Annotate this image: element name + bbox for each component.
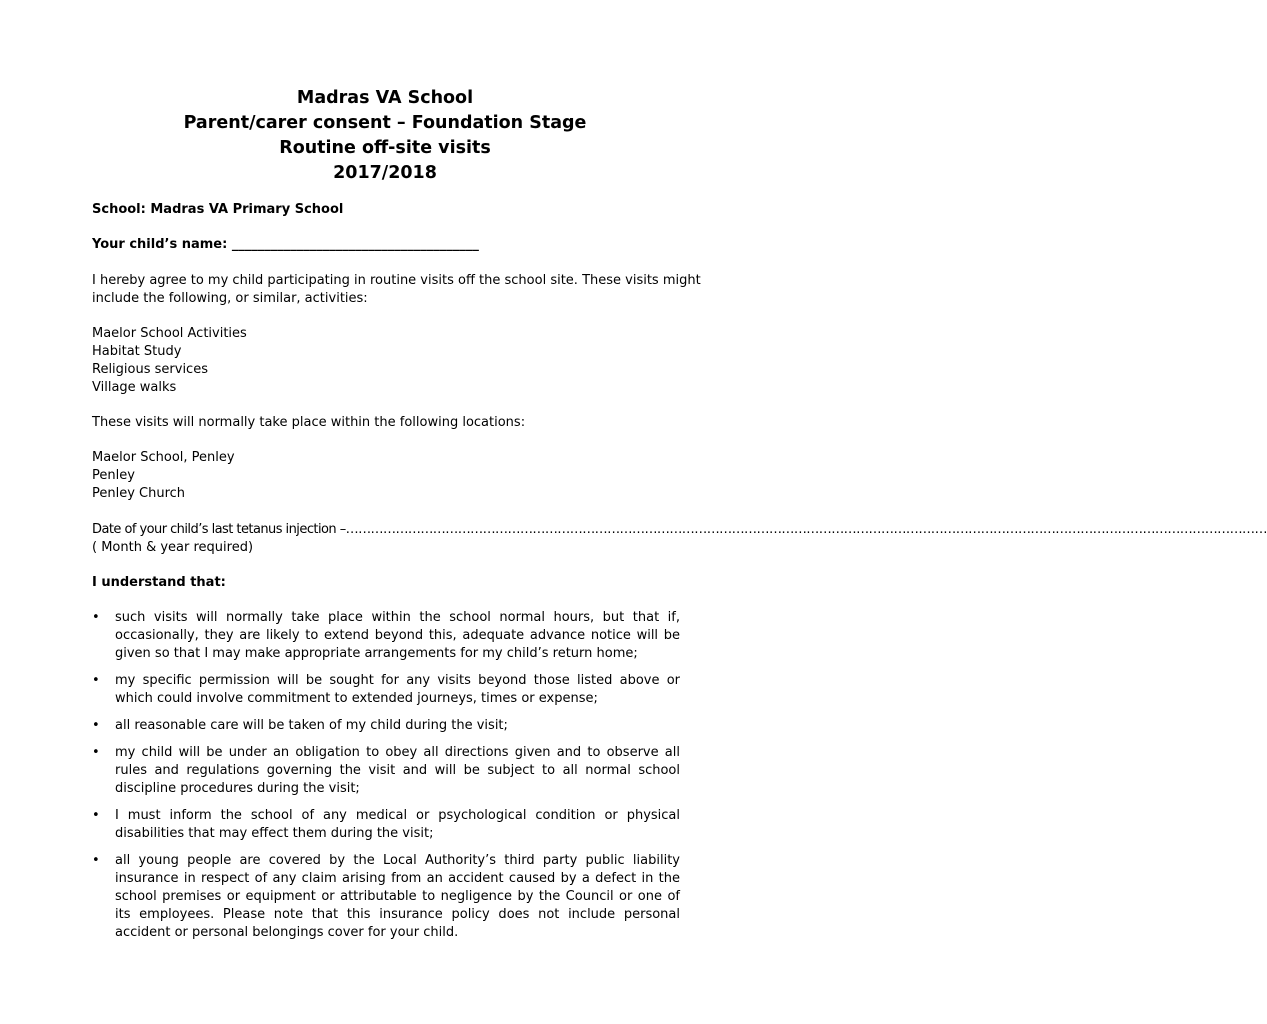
list-item	[92, 852, 680, 942]
activity-item: Habitat Study	[92, 344, 182, 359]
bullet-text: all young people are covered by the Local Authority’s third party public liability insurance in respect of any claim arising from an accident caused by a defect in the school premises or equipment or attributable to negligence by the Council or one of its employees. Please note that this insurance policy does not include personal accident or personal belongings cover for your child.	[115, 853, 680, 940]
location-item: Maelor School, Penley	[92, 450, 235, 465]
list-item	[92, 744, 680, 798]
bullet-icon: •	[92, 673, 100, 688]
bullet-text: my child will be under an obligation to obey all directions given and to observe all rules and regulations governing the visit and will be subject to all normal school discipline procedures during the visit;	[115, 745, 680, 796]
list-item	[92, 807, 680, 843]
list-item	[92, 672, 680, 708]
bullet-icon: •	[92, 853, 100, 868]
bullet-icon: •	[92, 718, 100, 733]
understand-heading: I understand that:	[92, 575, 226, 590]
location-item: Penley	[92, 468, 135, 483]
location-item: Penley Church	[92, 486, 186, 501]
activity-item: Maelor School Activities	[92, 326, 247, 341]
school-field: School: Madras VA Primary School	[92, 202, 344, 217]
child-name-field: Your child’s name: ______________________________________	[92, 237, 479, 252]
academic-year: 2017/2018	[333, 163, 437, 183]
bullet-text: such visits will normally take place within the school normal hours, but that if, occasionally, they are likely to extend beyond this, adequate advance notice will be given so that I may make appropriate arrangements for my child’s return home;	[115, 610, 680, 661]
bullet-icon: •	[92, 745, 100, 760]
list-item	[92, 717, 680, 735]
document-header	[0, 86, 770, 186]
form-title: Parent/carer consent – Foundation Stage	[183, 113, 587, 133]
bullet-icon: •	[92, 610, 100, 625]
understanding-list	[92, 609, 680, 951]
bullet-text: all reasonable care will be taken of my child during the visit;	[115, 718, 508, 733]
bullet-text: I must inform the school of any medical or psychological condition or physical disabilities that may effect them during the visit;	[115, 808, 680, 841]
tetanus-date-field: Date of your child’s last tetanus injection –……………………………………………………………………………………………………………………………………………………………………………………………………	[92, 522, 1267, 537]
school-title: Madras VA School	[296, 88, 474, 108]
agreement-line-1: I hereby agree to my child participating in routine visits off the school site. These visits might	[92, 273, 701, 288]
activity-item: Village walks	[92, 380, 177, 395]
bullet-icon: •	[92, 808, 100, 823]
agreement-line-2: include the following, or similar, activities:	[92, 291, 368, 306]
activity-item: Religious services	[92, 362, 208, 377]
locations-intro: These visits will normally take place within the following locations:	[92, 415, 526, 430]
tetanus-note: ( Month & year required)	[92, 540, 254, 555]
bullet-text: my specific permission will be sought for any visits beyond those listed above or which could involve commitment to extended journeys, times or expense;	[115, 673, 680, 706]
list-item	[92, 609, 680, 663]
form-subtitle: Routine off-site visits	[279, 138, 491, 158]
